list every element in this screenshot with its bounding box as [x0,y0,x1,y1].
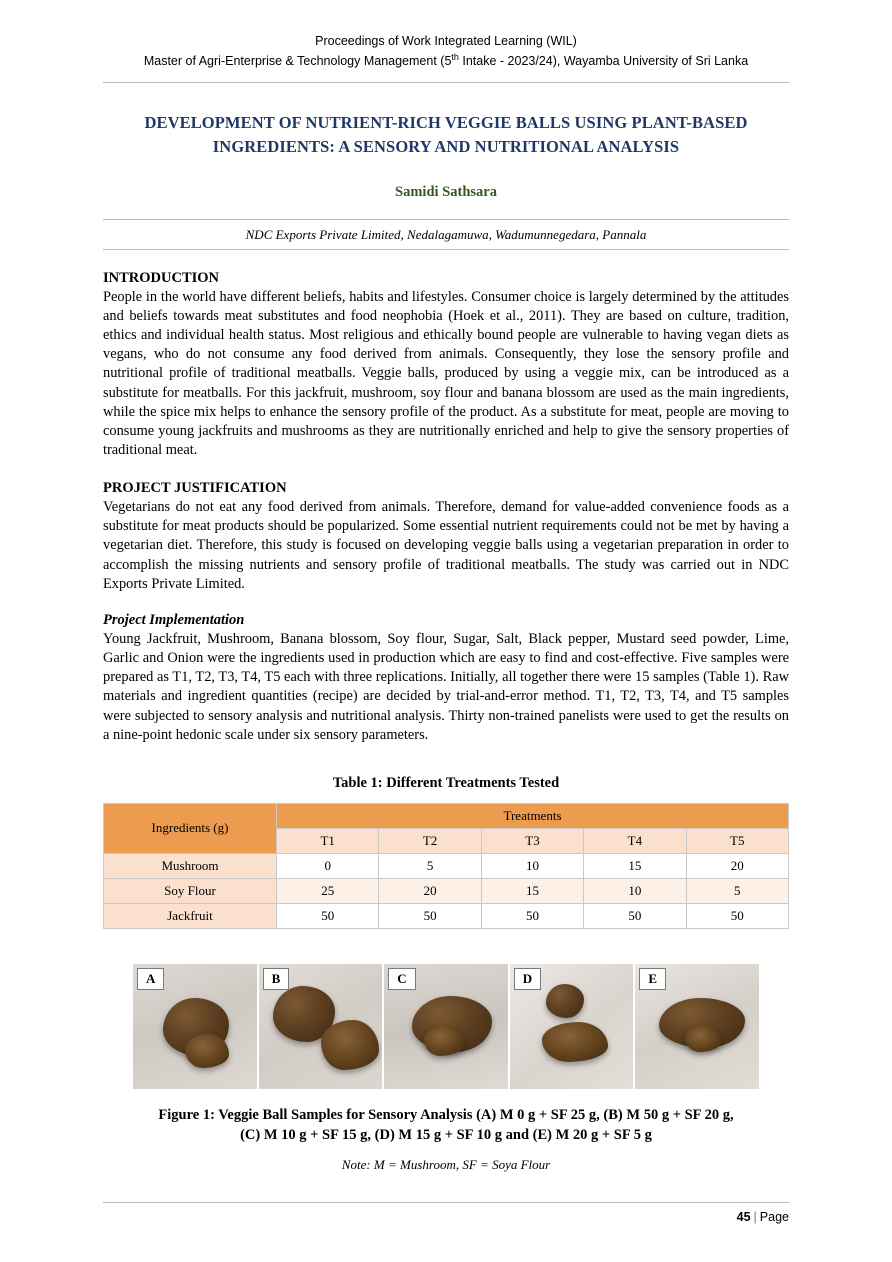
page-separator: | [753,1210,757,1224]
figure-panel-label: E [639,968,666,990]
table-cell: 0 [277,853,379,878]
table-cell: 50 [277,903,379,928]
table-cell: 10 [481,853,583,878]
table-column-header-t3: T3 [481,828,583,853]
table-column-header-t2: T2 [379,828,481,853]
table-cell: 10 [584,878,686,903]
table-cell: 50 [481,903,583,928]
affiliation-text: NDC Exports Private Limited, Nedalagamuwa, Wadumunnegedara, Pannala [103,219,789,250]
table-group-header: Treatments [277,803,789,828]
figure-panel-label: A [137,968,164,990]
page-word: Page [759,1210,789,1224]
header-line-1: Proceedings of Work Integrated Learning (WIL) [315,34,577,48]
section-heading-introduction: INTRODUCTION [103,269,220,286]
table-caption: Table 1: Different Treatments Tested [332,774,560,791]
figure-panel-e [635,964,759,1089]
header-ordinal-suffix: th [451,52,459,63]
treatments-table [103,803,789,929]
document-body [0,111,892,1174]
header-line-2-pre: Master of Agri-Enterprise & Technology Management (5 [143,54,452,69]
table-cell: 5 [379,853,481,878]
table-row-label-jackfruit: Jackfruit [104,903,277,928]
table-column-header-t1: T1 [277,828,379,853]
figure-caption-line-2: (C) M 10 g + SF 15 g, (D) M 15 g + SF 10 g and (E) M 20 g + SF 5 g [240,1127,652,1144]
table-corner-label: Ingredients (g) [104,803,277,853]
figure-panel-b [259,964,383,1089]
header-divider [103,82,789,83]
table-cell: 5 [686,878,788,903]
author-name: Samidi Sathsara [395,183,497,200]
section-body-project-justification: Vegetarians do not eat any food derived from animals. Therefore, demand for value-added convenience foods as a substitute for meat products should be popularized. Some essential nutrient requirements could not be met by having a vegetarian diet. Therefore, this study is focused on developing veggie balls using a vegetarian preparation in order to accomplish the missing nutrients and sensory profile of traditional meatballs. The study was carried out in NDC Exports Private Limited. [103,499,789,592]
header-line-2-post: Intake - 2023/24), Wayamba University of Sri Lanka [458,54,749,69]
page-title: DEVELOPMENT OF NUTRIENT-RICH VEGGIE BALLS USING PLANT-BASED INGREDIENTS: A SENSORY AND NUTRITIONAL ANALYSIS [144,112,748,156]
footer-page-indicator [103,1203,789,1224]
table-cell: 25 [277,878,379,903]
section-heading-project-justification: PROJECT JUSTIFICATION [103,480,287,497]
figure-panel-label: B [263,968,290,990]
figure-panel-c [384,964,508,1089]
section-body-introduction: People in the world have different beliefs, habits and lifestyles. Consumer choice is largely determined by the attitudes and beliefs towards meat substitutes and food neophobia (Hoek et al., 2011). They are based on culture, tradition, ethics and individual health status. Most religious and ethically bound people are vulnerable to having vegan diets as vegans, who do not consume any food derived from animals. Consequently, they lose the sensory profile and nutritional profile of traditional meatballs. Veggie balls, produced by using a veggie mix, can be introduced as a substitute for meatballs. For this jackfruit, mushroom, soy flour and banana blossom are used as the main ingredients, while the spice mix helps to enhance the sensory profile of the product. As a substitute for meat, people are moving to consume young jackfruits and mushrooms as they are nutritionally enriched and help to give the sensory properties of traditional meat. [103,288,789,458]
table-row [104,903,789,928]
table-column-header-t4: T4 [584,828,686,853]
figure-panel-label: D [514,968,541,990]
figure-panel-label: C [388,968,415,990]
table-row [104,878,789,903]
table-cell: 15 [584,853,686,878]
table-cell: 20 [379,878,481,903]
table-row-label-soy-flour: Soy Flour [104,878,277,903]
table-cell: 50 [379,903,481,928]
table-header-row-1 [104,803,789,828]
figure-image-row [103,964,789,1089]
running-header [0,0,892,72]
figure-note: Note: M = Mushroom, SF = Soya Flour [341,1157,551,1173]
affiliation-block [103,219,789,250]
page-footer [103,1202,789,1224]
table-row [104,853,789,878]
subsection-body-project-implementation: Young Jackfruit, Mushroom, Banana blossom, Soy flour, Sugar, Salt, Black pepper, Mustard seed powder, Lime, Garlic and Onion were the ingredients used in production which are easy to find and cost-effective. Five samples were prepared as T1, T2, T3, T4, T5 each with three replications. Initially, all together there were 15 samples (Table 1). Raw materials and ingredient quantities (recipe) are decided by trial-and-error method. T1, T2, T3, T4, and T5 samples were subjected to sensory analysis and nutritional analysis. Thirty non-trained panelists were used to get the results on a nine-point hedonic scale under six sensory parameters. [103,630,789,743]
table-cell: 50 [686,903,788,928]
subsection-heading-project-implementation: Project Implementation [103,611,245,628]
figure-panel-a [133,964,257,1089]
table-row-label-mushroom: Mushroom [104,853,277,878]
figure-caption-line-1: Figure 1: Veggie Ball Samples for Sensory Analysis (A) M 0 g + SF 25 g, (B) M 50 g + SF 20 g, [158,1106,734,1123]
table-column-header-t5: T5 [686,828,788,853]
table-cell: 15 [481,878,583,903]
page-number: 45 [736,1210,751,1224]
table-cell: 20 [686,853,788,878]
table-cell: 50 [584,903,686,928]
figure-panel-d [510,964,634,1089]
header-line-2 [0,51,892,72]
figure-caption [103,1105,789,1146]
